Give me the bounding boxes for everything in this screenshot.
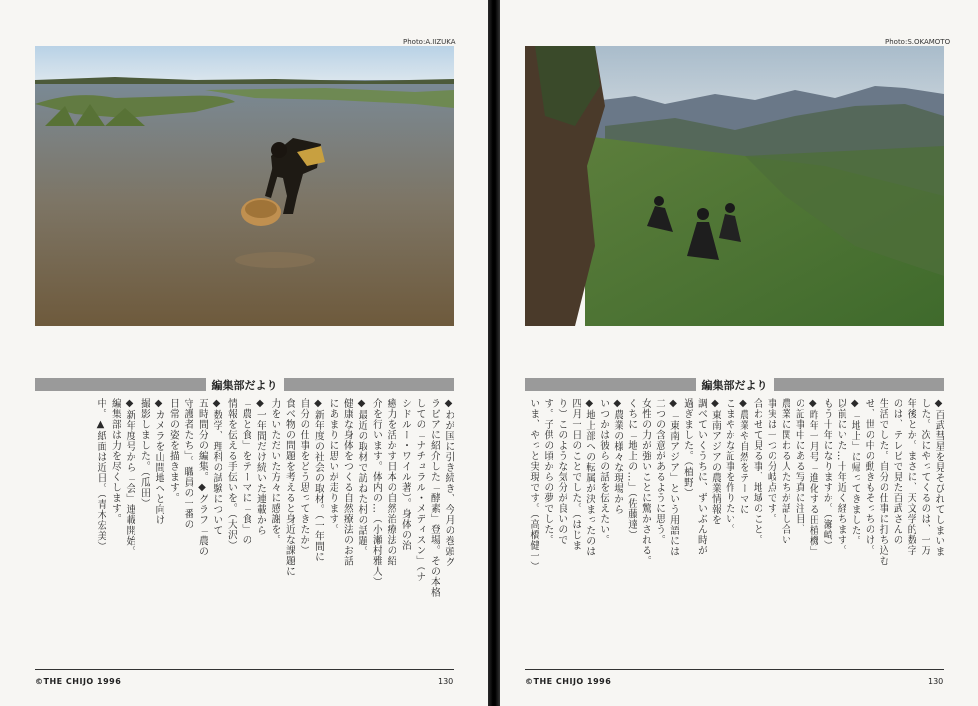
mountain-photo-image xyxy=(525,46,944,326)
text-column: ◆一年間だけ続いた連載から xyxy=(254,398,266,536)
text-column: 日常の姿を描きます。 xyxy=(167,398,179,503)
text-column: 健康な身体をつくる自然療法のお話 xyxy=(341,398,353,566)
text-column: くちに「地上の…」（佐藤達） xyxy=(625,398,637,540)
text-column: ラビアに紹介した「酵素」登場。その本格 xyxy=(428,398,440,598)
text-column: 五時間分の編集。◆グラフ「農の xyxy=(196,398,208,557)
text-column: 「農と食」をテーマに「食」の xyxy=(240,398,251,545)
section-heading xyxy=(35,378,454,391)
section-heading-label: 編集部だより xyxy=(206,377,284,393)
text-column: り）このような気分が良いので xyxy=(555,398,567,545)
text-column: 守護者たち」。職員の一番の xyxy=(182,398,193,530)
text-column: しての「ナチュラル・メディスン」（ナ xyxy=(414,398,425,582)
text-column: 二つの含意があるように思う。 xyxy=(653,398,665,545)
editorial-text xyxy=(35,398,454,666)
text-column: 力をいただいた方々に感謝を。 xyxy=(269,398,280,545)
copyright: ©THE CHIJO 1996 xyxy=(525,677,612,686)
text-column: いま、やっと実現です。（高橋健一） xyxy=(527,398,539,572)
text-column: いつかは彼らの話を伝えたい。 xyxy=(597,398,609,545)
text-column: 農業に関わる人たちが話し合い xyxy=(779,398,791,545)
left-page xyxy=(0,0,488,706)
mountain-photo xyxy=(525,46,944,326)
text-column: ◆新年度号から「会」連載開始。 xyxy=(124,398,135,557)
footer-rule xyxy=(525,669,944,670)
text-column: ◆わが国に引き続き、今月の巻頭グ xyxy=(443,398,454,567)
text-column: ◆数学、理科の試験について xyxy=(211,398,222,536)
text-column: 自分の仕事をどう思ってきたか） xyxy=(298,398,309,556)
text-column: ◆新年度の社会の取材。（一年間に xyxy=(312,398,324,562)
text-column: 生活でした。自分の仕事に打ち込む xyxy=(877,398,889,566)
text-column: 情報を伝える手伝いを。（大沢） xyxy=(225,398,237,551)
text-column: 四月一日のことでした。（はじま xyxy=(569,398,581,551)
text-column: せ、世の中の動きもそっちのけ。 xyxy=(863,398,875,556)
text-column: 介を行います。体内の…（小瀬村雅人） xyxy=(370,398,382,587)
text-column: ◆百武彗星を見そびれてしまいま xyxy=(933,398,944,557)
page-number: 130 xyxy=(438,677,454,686)
text-column: 合わせて見る事、地域のこと。 xyxy=(751,398,763,545)
section-heading xyxy=(525,378,944,391)
editorial-text xyxy=(525,398,944,666)
text-column: 以前にいた…十年近く経ちます。 xyxy=(835,398,847,556)
text-column: もう十年になりますか。（瀬崎） xyxy=(821,398,833,551)
text-column: 撮影しました。（瓜田） xyxy=(138,398,150,509)
text-column: ◆昨年一月号「進化する田植機」 xyxy=(807,398,819,557)
text-column: 編集部は力を尽くします。 xyxy=(109,398,121,524)
photo-credit: Photo:A.IIZUKA xyxy=(403,38,456,46)
text-column: 癒力を活かす日本の自然治療法の紹 xyxy=(385,398,396,566)
lake-photo xyxy=(35,46,454,326)
text-column: のは、テレビで見た百武さんの xyxy=(891,398,903,545)
text-column: した。次にやってくるのは、一万 xyxy=(919,398,931,556)
copyright: ©THE CHIJO 1996 xyxy=(35,677,122,686)
book-gutter xyxy=(488,0,500,706)
text-column: 中。▲紙面は近日。（青木宏美） xyxy=(95,398,106,552)
text-column: 調べていくうちに、ずいぶん時が xyxy=(695,398,707,556)
section-heading-label: 編集部だより xyxy=(696,377,774,393)
page-number: 130 xyxy=(928,677,944,686)
text-column: シドルー・ワイル著）。身体の治 xyxy=(399,398,411,551)
text-column: 女性の力が強いことに驚かされる。 xyxy=(639,398,651,566)
right-page xyxy=(500,0,978,706)
text-column: ◆「地上」に帰ってきました。 xyxy=(849,398,861,546)
lake-photo-image xyxy=(35,46,454,326)
photo-credit: Photo:S.OKAMOTO xyxy=(885,38,951,46)
text-column: こまやかな記事を作りたい。 xyxy=(723,398,735,535)
text-column: 年後とか。まさに、天文学的数字 xyxy=(905,398,917,556)
text-column: 食べ物の問題を考えると身近な課題に xyxy=(283,398,295,577)
text-column: ◆最近の取材で訪ねた村の話題。 xyxy=(356,398,367,557)
text-column: ◆東南アジアの農業情報を xyxy=(709,398,721,525)
text-column: の記事中にある写真に注目、 xyxy=(793,398,805,535)
text-column: ◆農業の様々な現場から xyxy=(611,398,623,515)
text-column: 事実は一つの分岐点です。 xyxy=(765,398,777,524)
text-column: ◆農業や自然をテーマに xyxy=(737,398,749,515)
footer-rule xyxy=(35,669,454,670)
text-column: ◆カメラを山間地へと向け xyxy=(153,398,164,525)
text-column: にあまりに思いが走ります。 xyxy=(327,398,338,535)
text-column: ◆地上部への転属が決まったのは xyxy=(583,398,595,557)
text-column: す。子供の頃からの夢でした。 xyxy=(541,398,553,545)
text-column: 過ぎました。（植野） xyxy=(681,398,693,498)
text-column: ◆「東南アジア」という用語には xyxy=(667,398,679,557)
